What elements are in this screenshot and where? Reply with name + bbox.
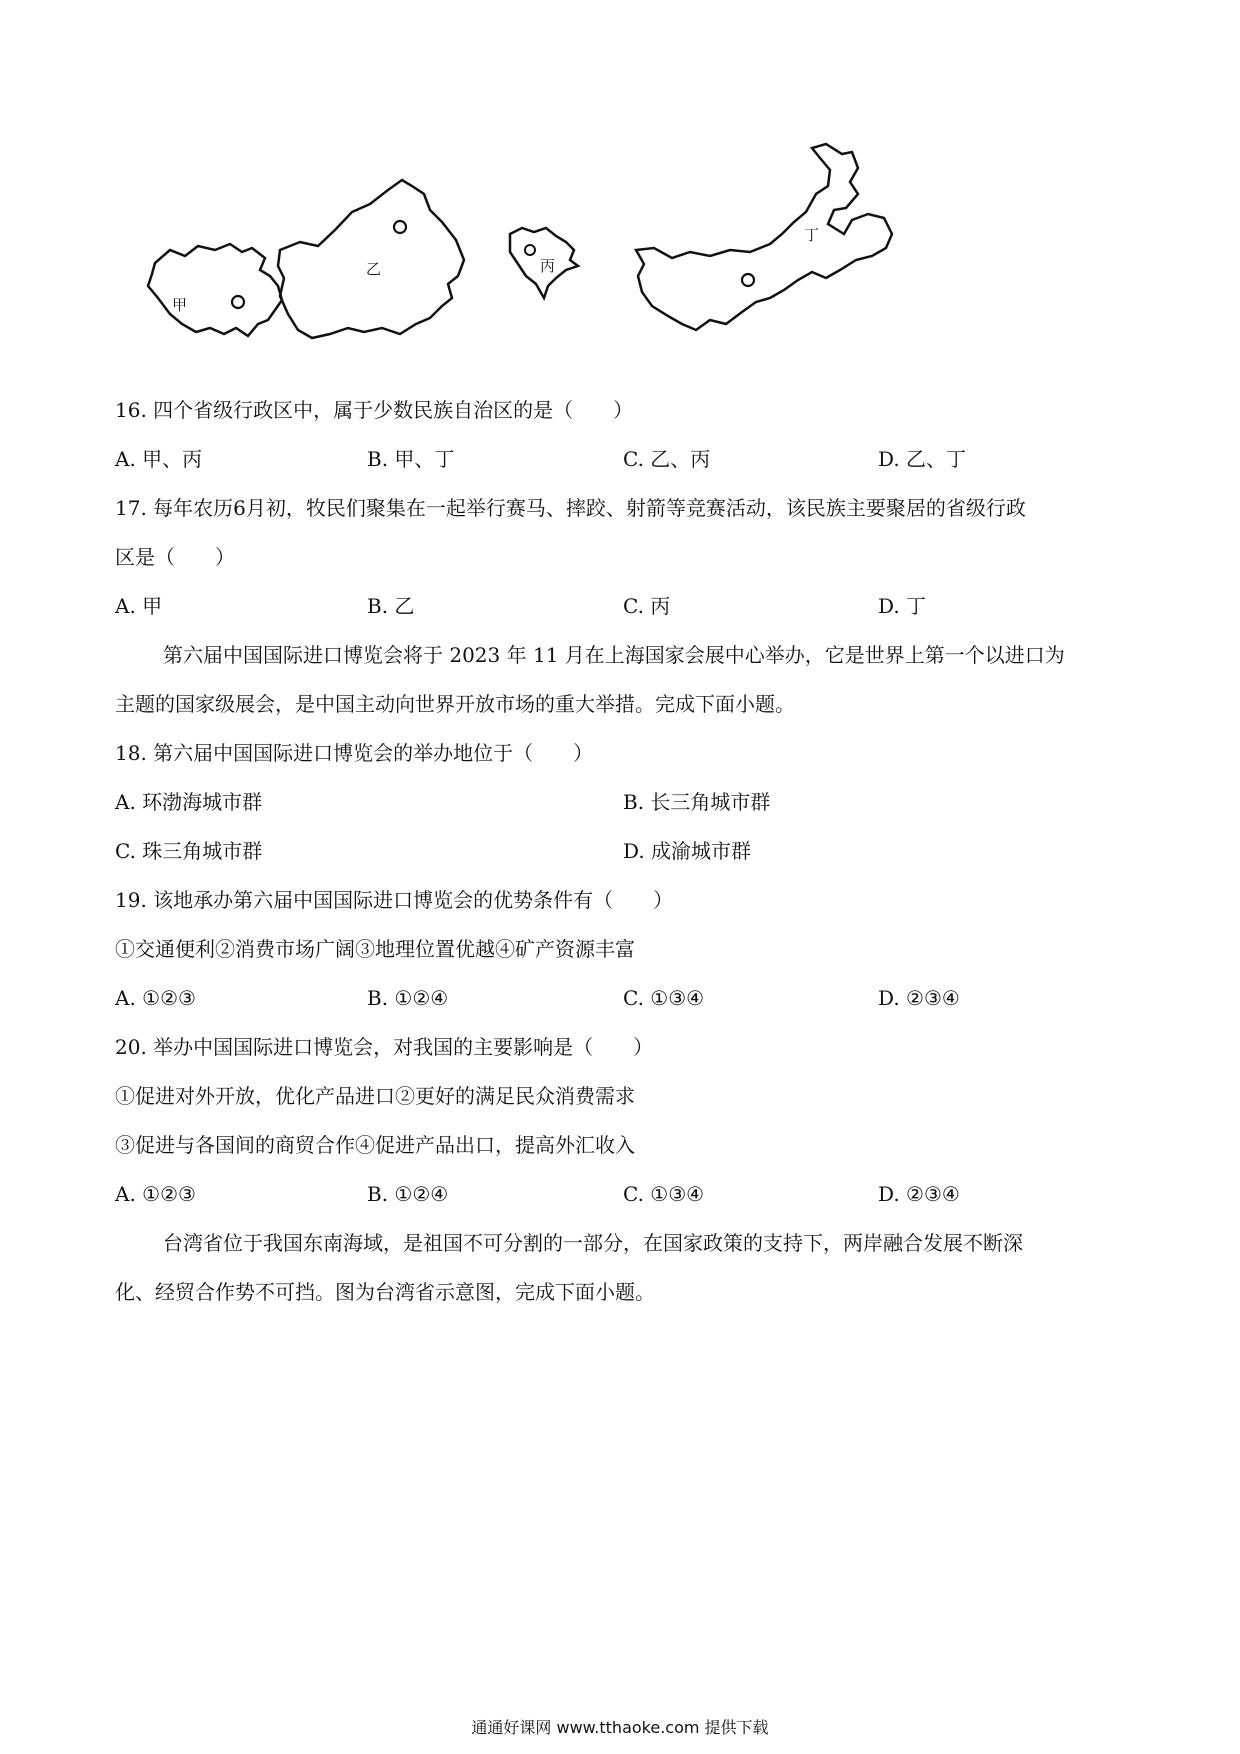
page-footer: 通通好课网 www.tthaoke.com 提供下载 xyxy=(471,1718,769,1737)
question-20-items-line1: ①促进对外开放，优化产品进口②更好的满足民众消费需求 xyxy=(115,1084,635,1108)
q18-option-b: B. 长三角城市群 xyxy=(623,790,771,814)
province-ding-label: 丁 xyxy=(804,226,820,244)
province-yi-capital xyxy=(394,221,406,233)
q16-option-b: B. 甲、丁 xyxy=(367,447,455,471)
province-bing-capital xyxy=(525,245,535,255)
q19-option-d: D. ②③④ xyxy=(878,986,960,1010)
intro-expo-line2: 主题的国家级展会，是中国主动向世界开放市场的重大举措。完成下面小题。 xyxy=(115,692,795,716)
q16-option-c: C. 乙、丙 xyxy=(623,447,711,471)
question-19-stem: 19. 该地承办第六届中国国际进口博览会的优势条件有（ ） xyxy=(115,888,674,912)
province-jia-outline xyxy=(148,244,282,336)
q19-option-c: C. ①③④ xyxy=(623,986,705,1010)
intro-expo-line1: 第六届中国国际进口博览会将于 2023 年 11 月在上海国家会展中心举办，它是世界上第一个以进口为 xyxy=(163,643,1065,667)
question-20-stem: 20. 举办中国国际进口博览会，对我国的主要影响是（ ） xyxy=(115,1035,654,1059)
q20-option-b: B. ①②④ xyxy=(367,1182,449,1206)
q19-option-a: A. ①②③ xyxy=(115,986,196,1010)
province-ding-outline xyxy=(636,144,892,330)
province-bing-label: 丙 xyxy=(540,257,556,275)
q16-option-a: A. 甲、丙 xyxy=(115,447,203,471)
question-17-stem-line2: 区是（ ） xyxy=(115,545,235,569)
q18-option-d: D. 成渝城市群 xyxy=(623,839,752,863)
q19-option-b: B. ①②④ xyxy=(367,986,449,1010)
q16-option-d: D. 乙、丁 xyxy=(878,447,967,471)
question-16-stem: 16. 四个省级行政区中，属于少数民族自治区的是（ ） xyxy=(115,398,634,422)
province-yi-label: 乙 xyxy=(366,260,382,278)
q20-option-a: A. ①②③ xyxy=(115,1182,196,1206)
question-18-stem: 18. 第六届中国国际进口博览会的举办地位于（ ） xyxy=(115,741,594,765)
question-19-items: ①交通便利②消费市场广阔③地理位置优越④矿产资源丰富 xyxy=(115,937,635,961)
intro-taiwan-line1: 台湾省位于我国东南海域，是祖国不可分割的一部分，在国家政策的支持下，两岸融合发展不断深 xyxy=(163,1231,1023,1255)
q18-option-a: A. 环渤海城市群 xyxy=(115,790,263,814)
province-jia-label: 甲 xyxy=(172,296,188,314)
q18-option-c: C. 珠三角城市群 xyxy=(115,839,263,863)
province-maps-svg xyxy=(130,138,970,378)
q17-option-a: A. 甲 xyxy=(115,594,163,618)
province-outline-maps xyxy=(130,138,970,378)
intro-taiwan-line2: 化、经贸合作势不可挡。图为台湾省示意图，完成下面小题。 xyxy=(115,1280,655,1304)
province-jia-capital xyxy=(232,296,244,308)
q17-option-b: B. 乙 xyxy=(367,594,415,618)
q20-option-c: C. ①③④ xyxy=(623,1182,705,1206)
question-20-items-line2: ③促进与各国间的商贸合作④促进产品出口，提高外汇收入 xyxy=(115,1133,635,1157)
q17-option-c: C. 丙 xyxy=(623,594,671,618)
province-ding-capital xyxy=(742,274,754,286)
q20-option-d: D. ②③④ xyxy=(878,1182,960,1206)
q17-option-d: D. 丁 xyxy=(878,594,927,618)
question-17-stem-line1: 17. 每年农历6月初，牧民们聚集在一起举行赛马、摔跤、射箭等竞赛活动，该民族主要聚居的省级行政 xyxy=(115,496,1026,520)
province-yi-outline xyxy=(278,180,464,338)
